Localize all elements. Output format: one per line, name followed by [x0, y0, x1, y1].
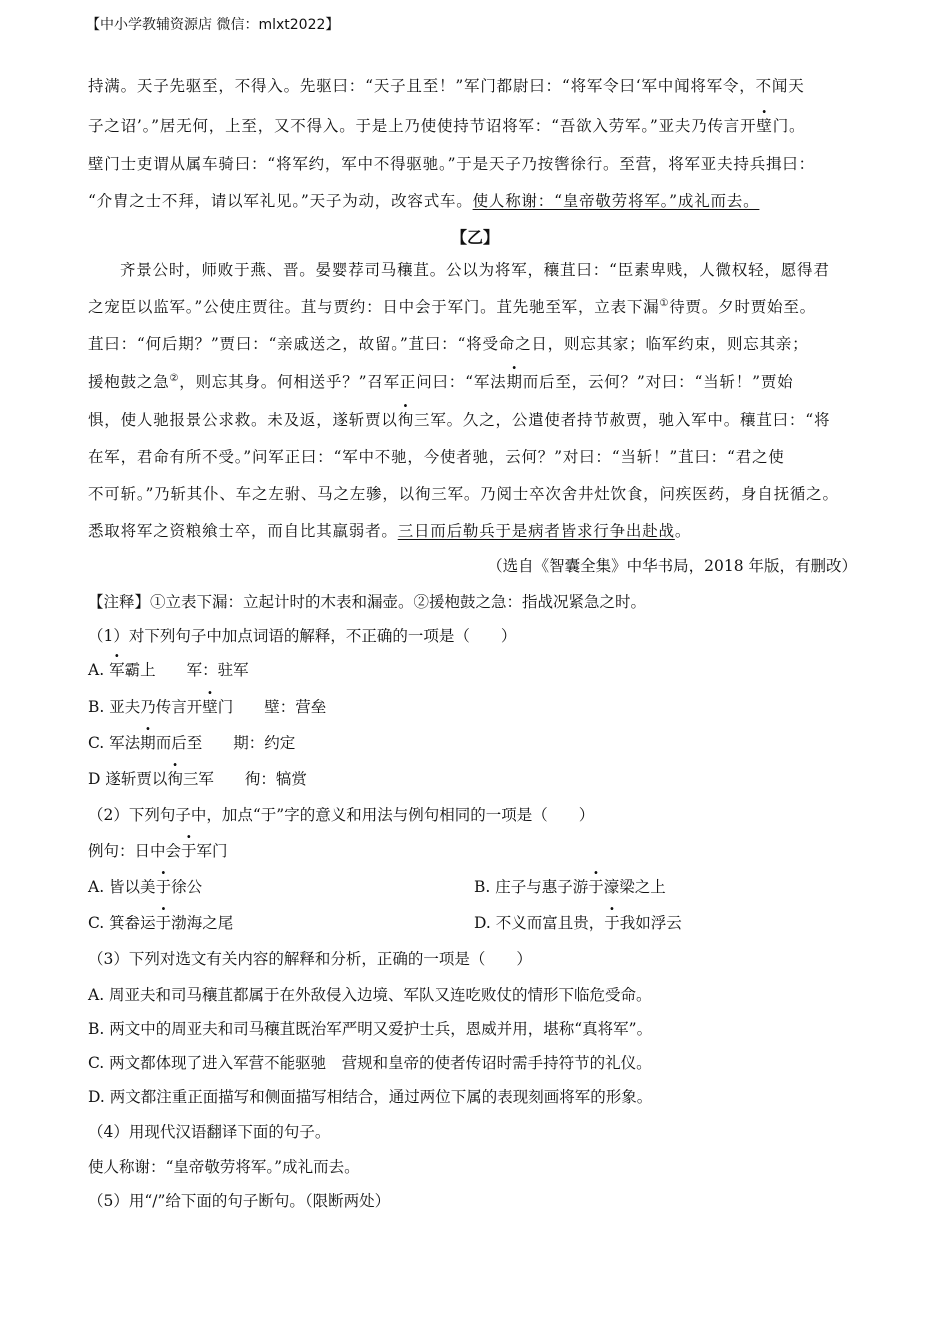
passage-yi-line-2: 之宠臣以监军。”公使庄贾往。苴与贾约：日中会于军门。苴先驰至军，立表下漏①待贾。夕时贾始至。	[88, 297, 816, 316]
passage-yi-line-4: 援枹鼓之急②，则忘其身。何相送乎？”召军正问曰：“军法期而后至，云何？”对曰：“当斩！”贾始	[88, 370, 793, 392]
question-5-stem: （5）用“/”给下面的句子断句。（限断两处）	[88, 1192, 391, 1210]
passage-yi-line-5: 惧，使人驰报景公求救。未及返，遂斩贾以徇三军。久之，公遣使者持节赦贾，驰入军中。穰苴曰：“将	[88, 408, 830, 430]
question-3-stem: （3）下列对选文有关内容的解释和分析，正确的一项是（ ）	[88, 950, 532, 968]
passage-jia-line-1: 持满。天子先驱至，不得入。先驱曰：“天子且至！”军门都尉曰：“将军令曰‘军中闻将军令，不闻天	[88, 77, 805, 95]
passage-yi-line-8: 悉取将军之资粮飨士卒，而自比其羸弱者。三日而后勒兵于是病者皆求行争出赴战。	[88, 522, 692, 540]
passage-jia-line-3: 壁门士吏谓从属车骑曰：“将军约，军中不得驱驰。”于是天子乃按辔徐行。至营，将军亚夫持兵揖曰：	[88, 155, 815, 173]
passage-jia-line-2: 子之诏’。”居无何，上至，又不得入。于是上乃使使持节诏将军：“吾欲入劳军。”亚夫乃传言开壁门。	[88, 114, 805, 136]
watermark-header: 【中小学教辅资源店 微信：mlxt2022】	[86, 17, 340, 33]
question-1-option-a: A. 军霸上 军：驻军	[88, 658, 249, 680]
section-title-yi: 【乙】	[450, 228, 499, 247]
dotted-char: 军	[109, 661, 125, 679]
passage-yi-line-1: 齐景公时，师败于燕、晋。晏婴荐司马穰苴。公以为将军，穰苴曰：“臣素卑贱，人微权轻，愿得君	[120, 261, 830, 279]
question-1-option-c: C. 军法期而后至 期：约定	[88, 731, 295, 753]
question-3-option-d: D. 两文都注重正面描写和侧面描写相结合，通过两位下属的表现刻画将军的形象。	[88, 1088, 653, 1106]
dotted-char: 于	[155, 878, 172, 896]
question-4-sentence: 使人称谢：“皇帝敬劳将军。”成礼而去。	[88, 1158, 360, 1176]
dotted-char: 于	[604, 914, 620, 932]
underlined-sentence: 使人称谢：“皇帝敬劳将军。”成礼而去。	[472, 192, 760, 210]
question-3-option-a: A. 周亚夫和司马穰苴都属于在外敌侵入边境、军队又连吃败仗的情形下临危受命。	[88, 986, 652, 1004]
dotted-char: 期	[140, 734, 156, 752]
question-2-example: 例句：日中会于军门	[88, 839, 228, 861]
underlined-sentence: 三日而后勒兵于是病者皆求行争出赴战	[397, 522, 675, 540]
question-2-option-c: C. 箕畚运于渤海之尾	[88, 911, 233, 933]
question-2-stem: （2）下列句子中，加点“于”字的意义和用法与例句相同的一项是（ ）	[88, 806, 595, 824]
dotted-char: 徇	[167, 770, 183, 788]
passage-yi-line-6: 在军，君命有所不受。”问军正曰：“军中不驰，今使者驰，云何？”对曰：“当斩！”苴曰：“君之使	[88, 448, 785, 466]
question-2-option-b: B. 庄子与惠子游于濠梁之上	[474, 875, 666, 897]
footnote-mark: ①	[659, 297, 670, 309]
question-1-option-d: D 遂斩贾以徇三军 徇：犒赏	[88, 767, 307, 789]
passage-yi-line-7: 不可斩。”乃斩其仆、车之左驸、马之左骖，以徇三军。乃阅士卒次舍井灶饮食，问疾医药，身自抚循之。	[88, 485, 839, 503]
question-1-stem: （1）对下列句子中加点词语的解释，不正确的一项是（ ）	[88, 627, 517, 645]
question-3-option-b: B. 两文中的周亚夫和司马穰苴既治军严明又爱护士兵，恩威并用，堪称“真将军”。	[88, 1020, 653, 1038]
dotted-char: 于	[181, 842, 197, 860]
annotations: 【注释】①立表下漏：立起计时的木表和漏壶。②援枹鼓之急：指战况紧急之时。	[88, 593, 647, 611]
source-citation: （选自《智囊全集》中华书局，2018 年版，有删改）	[487, 557, 857, 575]
dotted-char: 于	[155, 914, 172, 932]
dotted-char: 壁	[202, 698, 218, 716]
question-2-option-d: D. 不义而富且贵，于我如浮云	[474, 911, 682, 933]
dotted-char: 徇	[397, 411, 415, 429]
dotted-char: 壁	[756, 117, 773, 135]
question-3-option-c: C. 两文都体现了进入军营不能驱驰 营规和皇帝的使者传诏时需手持符节的礼仪。	[88, 1054, 652, 1072]
question-4-stem: （4）用现代汉语翻译下面的句子。	[88, 1123, 331, 1141]
question-2-option-a: A. 皆以美于徐公	[88, 875, 202, 897]
footnote-mark: ②	[169, 372, 180, 384]
question-1-option-b: B. 亚夫乃传言开壁门 壁：营垒	[88, 695, 326, 717]
dotted-char: 于	[588, 878, 604, 896]
passage-yi-line-3: 苴曰：“何后期？”贾曰：“亲戚送之，故留。”苴曰：“将受命之日，则忘其家；临军约束，则忘其亲；	[88, 335, 809, 353]
dotted-char: 期	[506, 373, 523, 391]
passage-jia-line-4: “介胄之士不拜，请以军礼见。”天子为动，改容式车。使人称谢：“皇帝敬劳将军。”成礼而去。	[88, 192, 760, 210]
